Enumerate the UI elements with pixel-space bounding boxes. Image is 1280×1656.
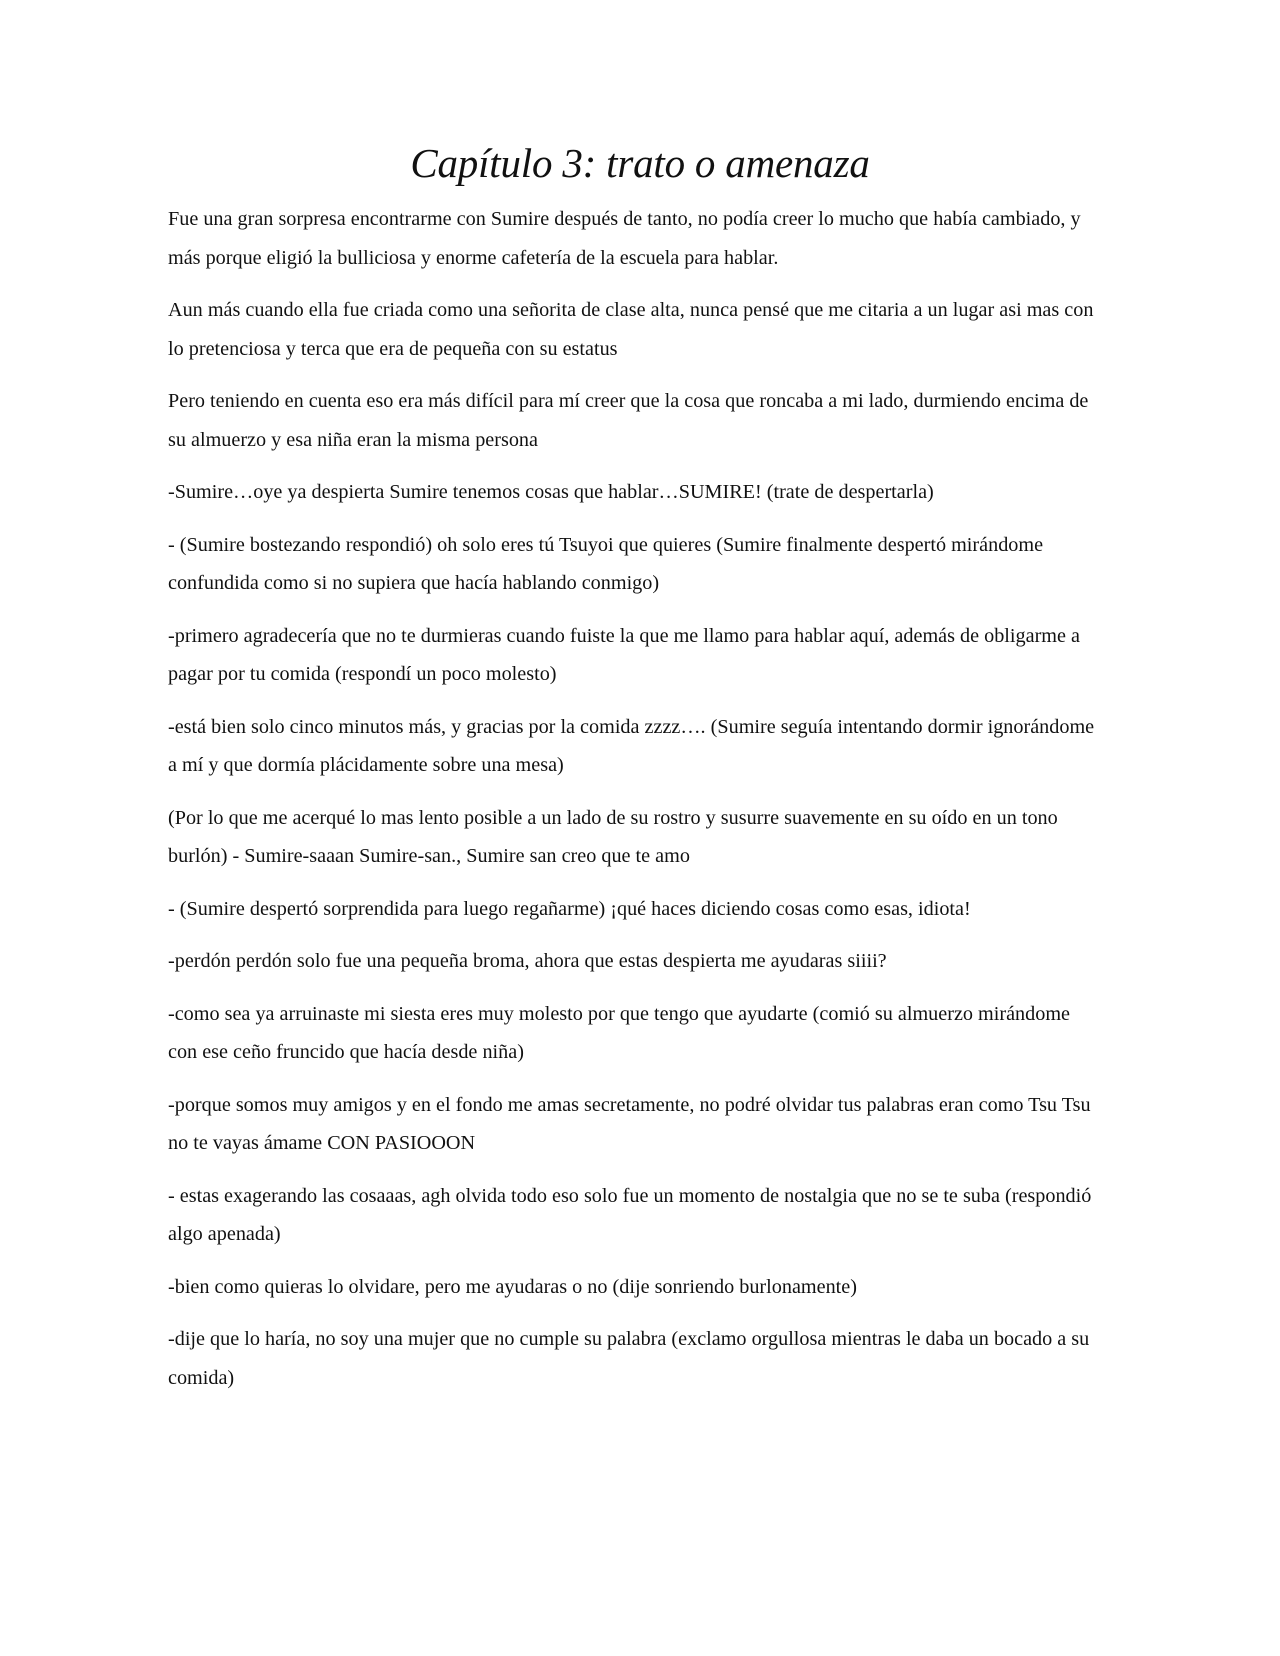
paragraph: - (Sumire bostezando respondió) oh solo eres tú Tsuyoi que quieres (Sumire finalmente despertó mirándome confundida como si no supiera que hacía hablando conmigo) xyxy=(168,533,1044,594)
paragraph: - (Sumire despertó sorprendida para luego regañarme) ¡qué haces diciendo cosas como esas, idiota! xyxy=(168,897,971,920)
paragraph: -está bien solo cinco minutos más, y gracias por la comida zzzz…. (Sumire seguía intentando dormir ignorándome a mí y que dormía plácidamente sobre una mesa) xyxy=(168,715,1095,776)
chapter-body xyxy=(168,200,1098,1411)
paragraph: Aun más cuando ella fue criada como una señorita de clase alta, nunca pensé que me citaria a un lugar asi mas con lo pretenciosa y terca que era de pequeña con su estatus xyxy=(168,299,1094,360)
chapter-title: Capítulo 3: trato o amenaza xyxy=(410,140,870,186)
paragraph: -como sea ya arruinaste mi siesta eres muy molesto por que tengo que ayudarte (comió su almuerzo mirándome con ese ceño fruncido que hacía desde niña) xyxy=(168,1002,1070,1063)
paragraph: -primero agradecería que no te durmieras cuando fuiste la que me llamo para hablar aquí, además de obligarme a pagar por tu comida (respondí un poco molesto) xyxy=(168,624,1080,685)
paragraph: Pero teniendo en cuenta eso era más difícil para mí creer que la cosa que roncaba a mi lado, durmiendo encima de su almuerzo y esa niña eran la misma persona xyxy=(168,390,1089,451)
paragraph: Fue una gran sorpresa encontrarme con Sumire después de tanto, no podía creer lo mucho que había cambiado, y más porque eligió la bulliciosa y enorme cafetería de la escuela para hablar. xyxy=(168,208,1081,269)
paragraph: -porque somos muy amigos y en el fondo me amas secretamente, no podré olvidar tus palabras eran como Tsu Tsu no te vayas ámame CON PASIOOON xyxy=(168,1093,1091,1154)
paragraph: -perdón perdón solo fue una pequeña broma, ahora que estas despierta me ayudaras siiii? xyxy=(168,950,887,972)
paragraph: -dije que lo haría, no soy una mujer que no cumple su palabra (exclamo orgullosa mientras le daba un bocado a su comida) xyxy=(168,1328,1090,1389)
paragraph: (Por lo que me acerqué lo mas lento posible a un lado de su rostro y susurre suavemente en su oído en un tono burlón) - Sumire-saaan Sumire-san., Sumire san creo que te amo xyxy=(168,806,1058,867)
paragraph: - estas exagerando las cosaaas, agh olvida todo eso solo fue un momento de nostalgia que no se te suba (respondió algo apenada) xyxy=(168,1184,1092,1245)
paragraph: -bien como quieras lo olvidare, pero me ayudaras o no (dije sonriendo burlonamente) xyxy=(168,1275,857,1298)
paragraph: -Sumire…oye ya despierta Sumire tenemos cosas que hablar…SUMIRE! (trate de despertarla) xyxy=(168,481,934,503)
